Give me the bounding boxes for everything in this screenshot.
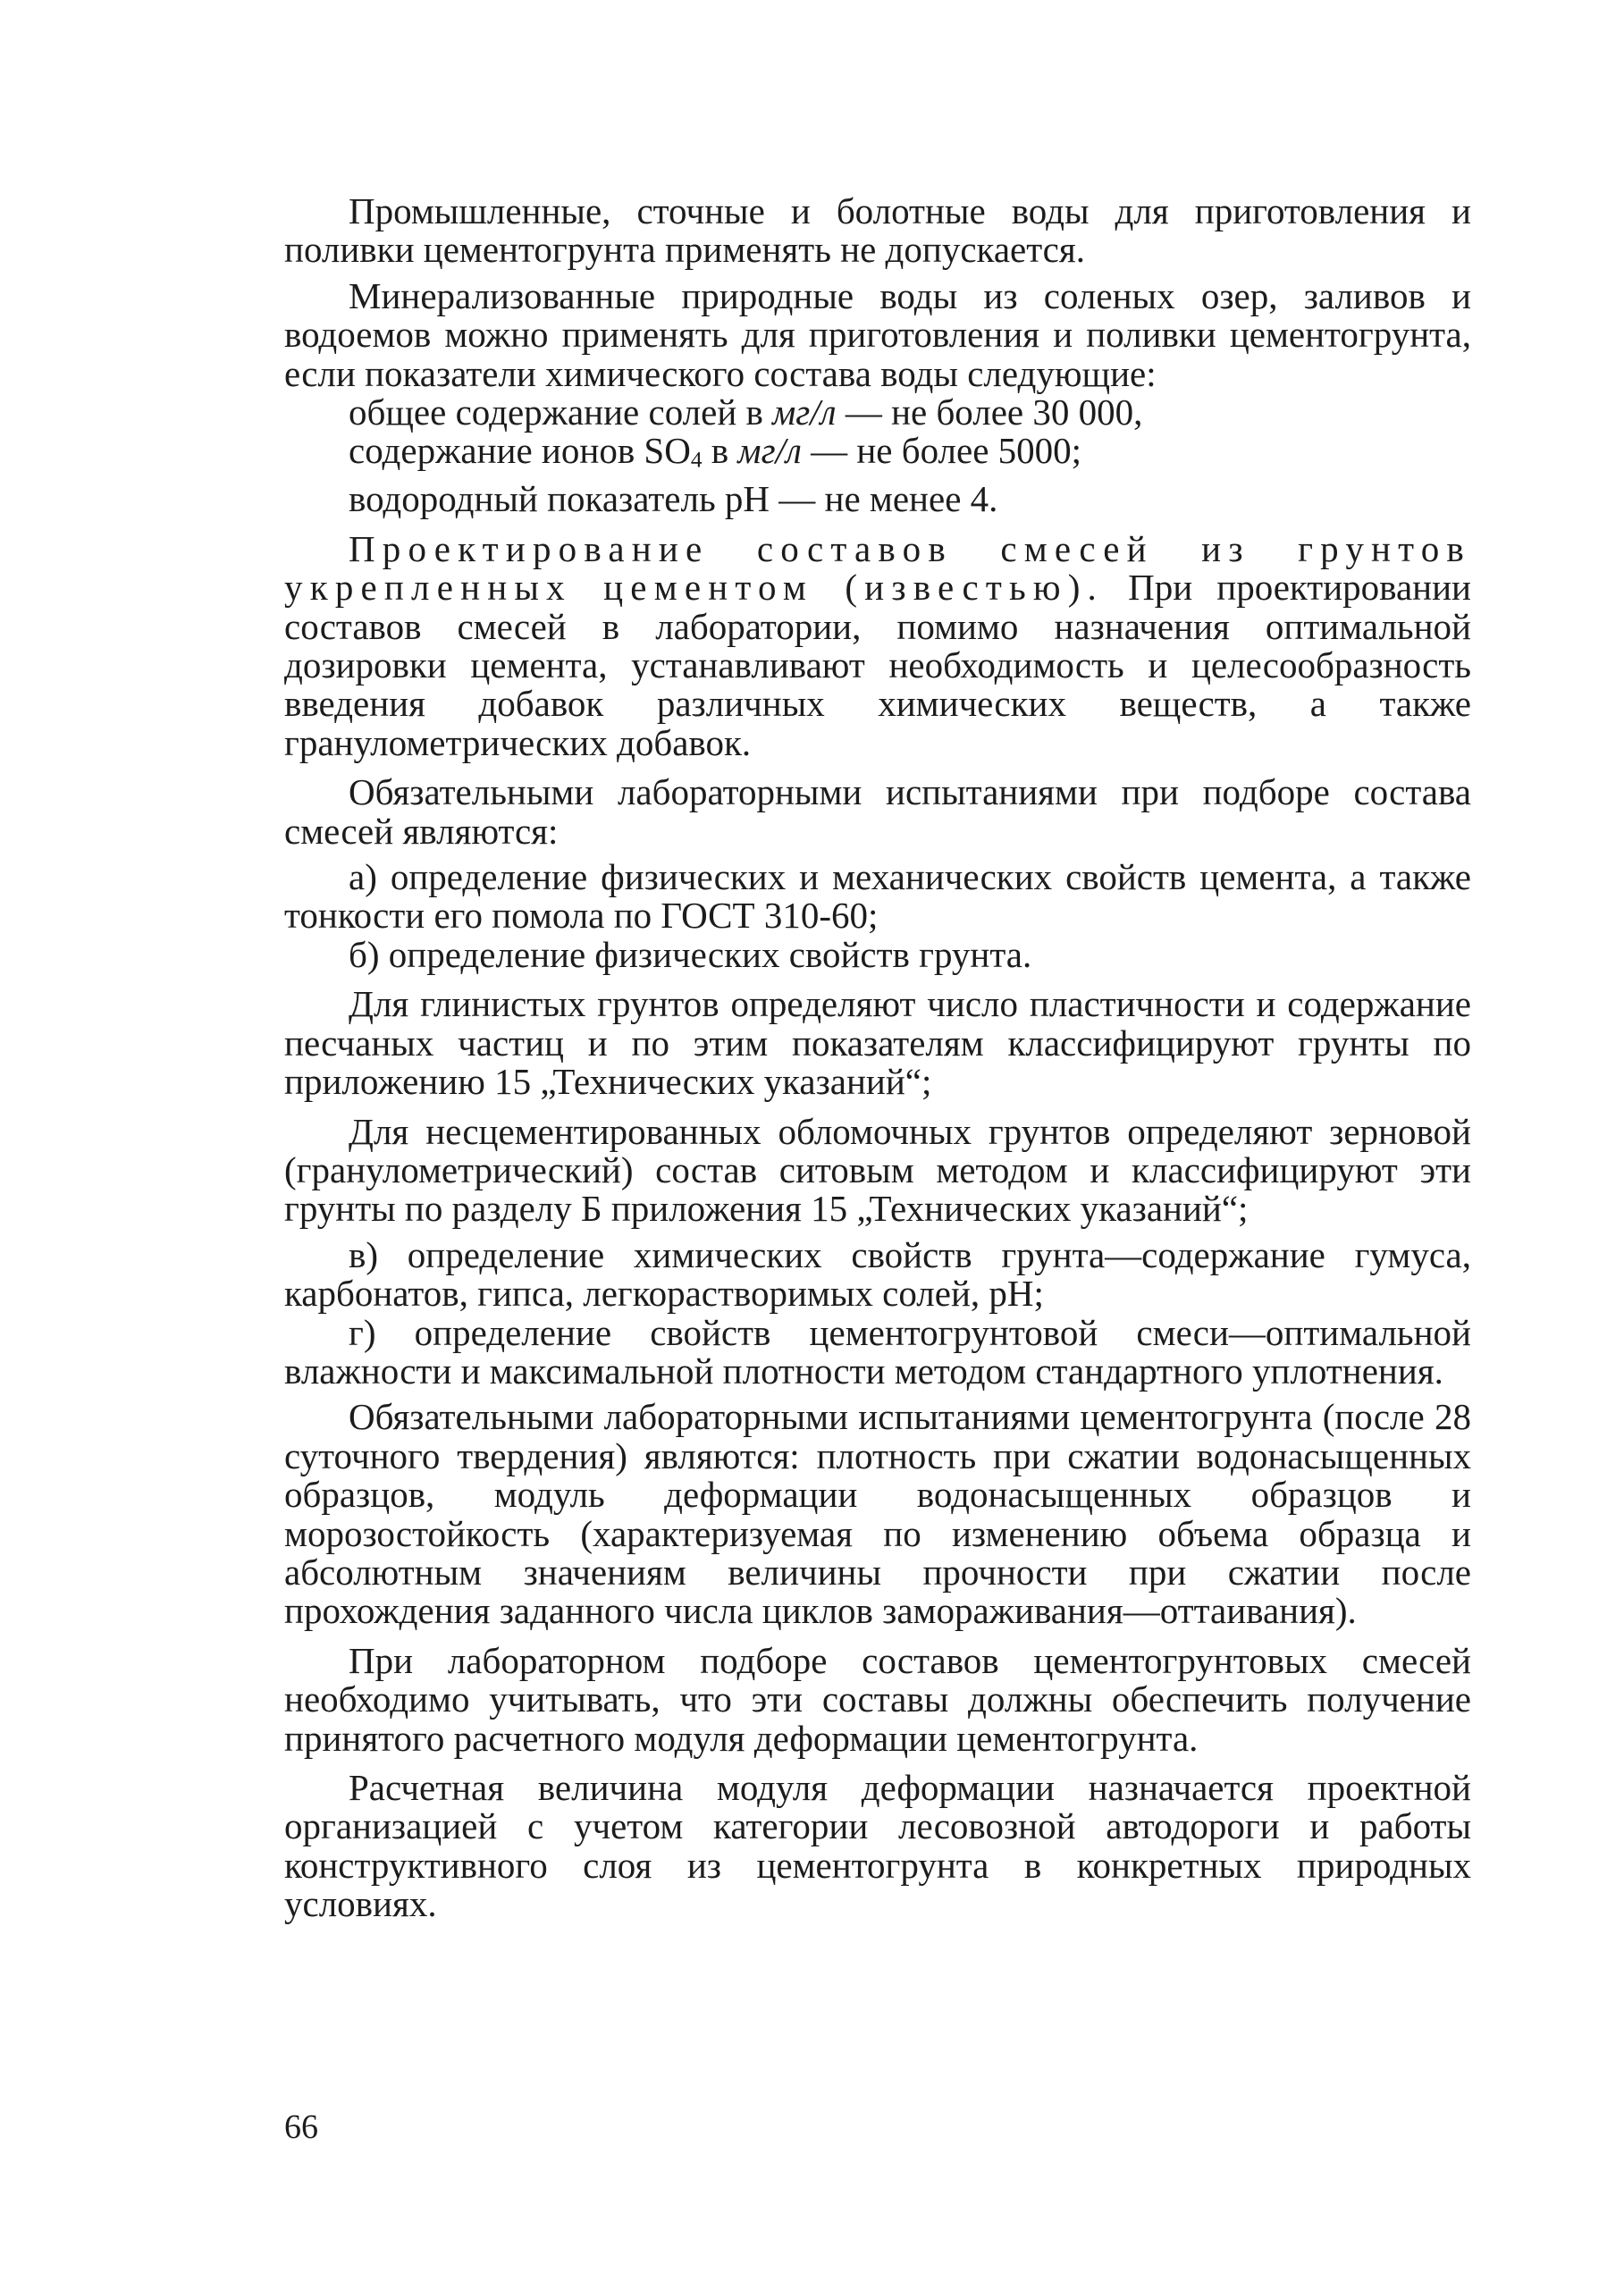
limit-so4-prefix: содержание ионов SO	[349, 430, 691, 472]
paragraph-tests-intro: Обязательными лабораторными испытаниями при подборе состава смесей являются:	[284, 771, 1471, 852]
limit-ph: водородный показатель pH — не менее 4.	[349, 478, 998, 520]
limit-salts-unit: мг/л	[772, 391, 837, 433]
page-number: 66	[284, 2108, 318, 2146]
paragraph-industrial-water: Промышленные, сточные и болотные воды для приготовления и поливки цементогрунта применять не допускается.	[284, 190, 1471, 271]
paragraph-cementsoil-tests: Обязательными лабораторными испытаниями цементогрунта (после 28 суточного твердения) являются: плотность при сжатии водонасыщенных образцов, модуль деформации водонасыщенных образцов и морозостойкость (характеризуемая по изменению объема образца и абсолютным значениям величины прочности при сжатии после прохождения заданного числа циклов замораживания—оттаивания).	[284, 1396, 1471, 1632]
section-text: При проектировании составов смесей в лаборатории, помимо назначения оптимальной дозировки цемента, устанавливают необходимость и целесообразность введения добавок различных химических веществ, а также гранулометрических добавок.	[284, 567, 1471, 763]
paragraph-noncemented-soils: Для несцементированных обломочных грунтов определяют зерновой (гранулометрический) состав ситовым методом и классифицируют эти грунты по разделу Б приложения 15 „Технических указаний“;	[284, 1110, 1471, 1230]
document-page	[284, 192, 1471, 1924]
limit-so4-unit: мг/л	[737, 430, 802, 472]
limit-salts-prefix: общее содержание солей в	[349, 391, 773, 433]
limit-so4-mid: в	[702, 430, 738, 472]
list-item-b: б) определение физических свойств грунта.	[349, 933, 1032, 975]
section-design-mixtures	[284, 527, 1471, 763]
list-item-a: а) определение физических и механических свойств цемента, а также тонкости его помола по ГОСТ 310-60;	[284, 856, 1471, 937]
section-heading: Проектирование составов смесей из грунтов укрепленных цементом (известью).	[284, 527, 1471, 609]
paragraph-design-modulus: Расчетная величина модуля деформации назначается проектной организацией с учетом категории лесовозной автодороги и работы конструктивного слоя из цементогрунта в конкретных природных условиях.	[284, 1767, 1471, 1925]
paragraph-lab-selection: При лабораторном подборе составов цементогрунтовых смесей необходимо учитывать, что эти составы должны обеспечить получение принятого расчетного модуля деформации цементогрунта.	[284, 1639, 1471, 1759]
paragraph-clay-soils: Для глинистых грунтов определяют число пластичности и содержание песчаных частиц и по этим показателям классифицируют грунты по приложению 15 „Технических указаний“;	[284, 983, 1471, 1103]
limit-salts	[284, 393, 1471, 432]
limit-salts-suffix: — не более 30 000,	[836, 391, 1143, 433]
limit-so4	[284, 432, 1471, 480]
list-item-g: г) определение свойств цементогрунтовой смеси—оптимальной влажности и максимальной плотности методом стандартного уплотнения.	[284, 1311, 1471, 1392]
paragraph-mineralized-water: Минерализованные природные воды из соленых озер, заливов и водоемов можно применять для приготовления и поливки цементогрунта, если показатели химического состава воды следующие:	[284, 274, 1471, 394]
limit-so4-suffix: — не более 5000;	[801, 430, 1082, 472]
document-body	[284, 192, 1471, 1924]
list-item-v: в) определение химических свойств грунта—содержание гумуса, карбонатов, гипса, легкорастворимых солей, pH;	[284, 1233, 1471, 1315]
limit-so4-subscript: 4	[690, 448, 703, 473]
